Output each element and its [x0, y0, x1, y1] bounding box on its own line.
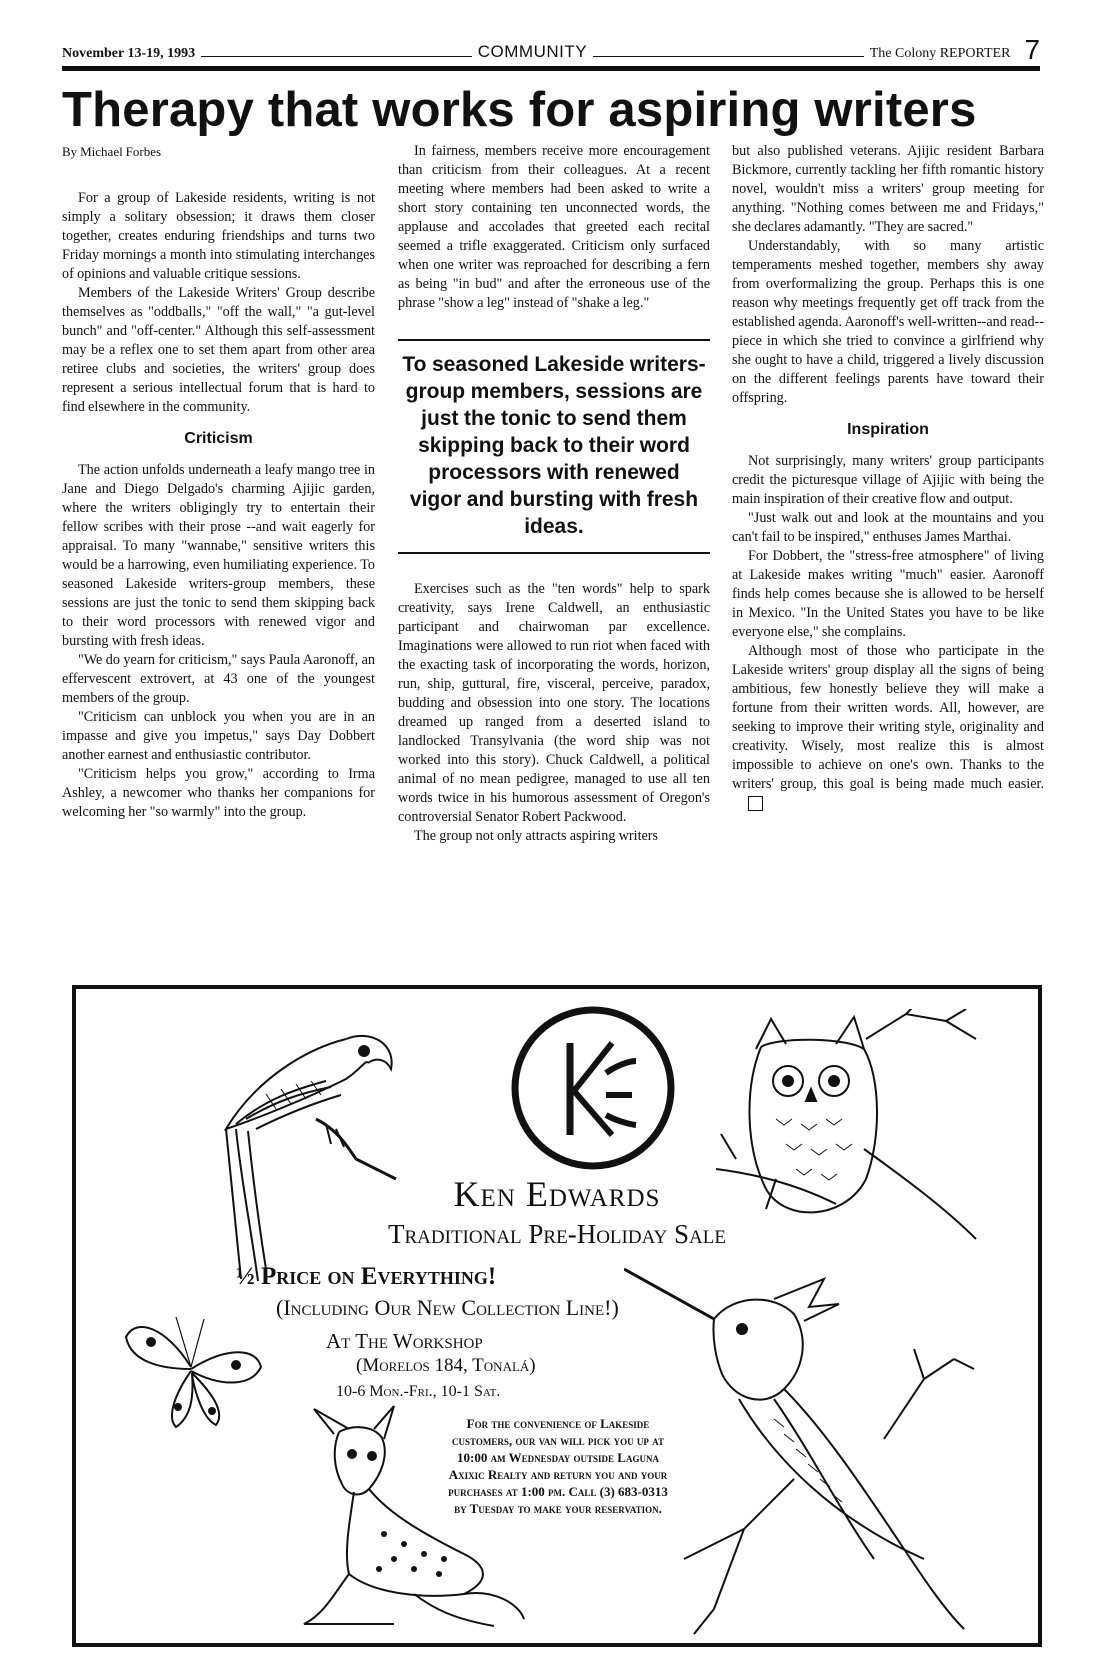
- bird-illustration: [624, 1259, 984, 1639]
- paragraph: In fairness, members receive more encouragement than criticism from their colleagues. At a recent meeting where members had been asked to write a short story containing ten unconnected words, the applause and accolades that greeted each recital seemed a trifle exaggerated. Criticism only surfaced when one writer was reproached for describing a fern as being "in bud" and after the erroneous use of the phrase "show a leg" instead of "shake a leg.": [398, 143, 710, 311]
- ad-location-address: (Morelos 184, Tonalá): [356, 1355, 536, 1376]
- subhead-inspiration: Inspiration: [847, 421, 929, 438]
- folio-rule: [593, 56, 864, 57]
- issue-date: November 13-19, 1993: [62, 46, 196, 61]
- paper-name: The Colony REPORTER: [869, 46, 1011, 61]
- folio-line: [62, 34, 1041, 65]
- paragraph: "We do yearn for criticism," says Paula Aaronoff, an effervescent extrovert, at 43 one of the youngest members of the group.: [62, 652, 375, 706]
- paragraph-text: Although most of those who participate in the Lakeside writers' group display all the signs of being ambitious, few honestly believe they will make a fortune from their written words. All, however, are seeking to improve their writing style, originality and creativity. Wisely, most realize this is almost impossible to achieve on one's own. Thanks to the writers' group, this goal is being made much easier.: [732, 643, 1044, 792]
- top-rule: [62, 66, 1040, 71]
- article-column-1: [62, 142, 375, 822]
- folio-rule: [201, 56, 472, 57]
- paragraph: Members of the Lakeside Writers' Group describe themselves as "oddballs," "off the wall," "a gut-level bunch" and "off-center." Although this self-assessment may be a reflex one to set them apart from other area retiree clubs and societies, the writers' group does represent a serious intellectual forum that is hard to find elsewhere in the community.: [62, 285, 375, 415]
- paragraph: The group not only attracts aspiring writers: [414, 828, 659, 844]
- paragraph: Exercises such as the "ten words" help to spark creativity, says Irene Caldwell, an enthusiastic participant and chairwoman par excellence. Imaginations were allowed to run riot when faced with the exacting task of incorporating the words, horizon, run, ship, guttural, fire, visceral, perceive, paradox, budding and obsession into one story. The locations dreamed up ranged from a deserted island to landlocked Transylvania (the word ship was not worked into this story). Chuck Caldwell, a political animal of no mean pedigree, managed to use all ten words twice in his humorous assessment of Oregon's controversial Senator Robert Packwood.: [398, 581, 710, 825]
- ad-hours: 10-6 Mon.-Fri., 10-1 Sat.: [336, 1383, 501, 1400]
- end-mark-icon: [748, 796, 763, 811]
- ken-edwards-advertisement: [72, 985, 1042, 1647]
- paragraph: [732, 642, 1044, 813]
- paragraph: For a group of Lakeside residents, writing is not simply a solitary obsession; it draws them closer together, creates enduring friendships and turns two Friday mornings a month into stimulating interchanges of opinions and valuable critique sessions.: [62, 190, 375, 282]
- ad-brand: Ken Edwards: [453, 1174, 661, 1214]
- ad-sale-title: Traditional Pre-Holiday Sale: [388, 1219, 726, 1249]
- article-column-3: [732, 142, 1044, 813]
- headline: Therapy that works for aspiring writers: [62, 83, 977, 137]
- ad-offer-sub: (Including Our New Collection Line!): [276, 1295, 619, 1320]
- paragraph: but also published veterans. Ajijic resident Barbara Bickmore, currently tackling her fifth romantic history novel, wouldn't miss a writers' group meeting for anything. "Nothing comes between me and Fridays," she declares adamantly. "They are sacred.": [732, 143, 1044, 235]
- ad-location-name: At The Workshop: [326, 1329, 483, 1353]
- paragraph: Not surprisingly, many writers' group participants credit the picturesque village of Ajijic with being the main inspiration of their creative flow and output.: [732, 453, 1044, 507]
- paragraph: "Just walk out and look at the mountains and you can't fail to be inspired," enthuses James Marthai.: [732, 510, 1044, 545]
- paragraph: "Criticism can unblock you when you are in an impasse and give you impetus," says Day Dobbert another earnest and enthusiastic contributor.: [62, 709, 375, 763]
- ad-van-notice: For the convenience of Lakeside customers, our van will pick you up at 10:00 am Wednesday outside Laguna Axixic Realty and return you and your purchases at 1:00 pm. Call (3) 683-0313 by Tuesday to make your reservation.: [448, 1416, 668, 1516]
- article-column-2: [398, 142, 710, 846]
- ke-logo: [508, 1003, 678, 1173]
- ad-offer: ½ Price on Everything!: [236, 1263, 497, 1290]
- paragraph: For Dobbert, the "stress-free atmosphere" of living at Lakeside makes writing "much" easier. Aaronoff finds help comes because she is allowed to be herself in Mexico. "In the United States you have to be like everyone else," she complains.: [732, 548, 1044, 640]
- paragraph: "Criticism helps you grow," according to Irma Ashley, a newcomer who thanks her companions for welcoming her "so warmly" into the group.: [62, 766, 375, 820]
- section-name: COMMUNITY: [477, 42, 588, 61]
- page-number: 7: [1024, 34, 1041, 65]
- byline: By Michael Forbes: [62, 144, 162, 159]
- subhead-criticism: Criticism: [184, 430, 253, 447]
- paragraph: The action unfolds underneath a leafy mango tree in Jane and Diego Delgado's charming Ajijic garden, where the writers obligingly try to entertain their fellow scribes with their prose --and wait eagerly for appraisal. To many "wannabe," sensitive writers this would be a harrowing, even humiliating experience. To seasoned Lakeside writers-group members, these sessions are just the tonic to send them skipping back to their word processors with renewed vigor and bursting with fresh ideas.: [62, 462, 375, 649]
- paragraph: Understandably, with so many artistic temperaments meshed together, members shy away from overformalizing the group. Perhaps this is one reason why meetings frequently get off track from the established agenda. Aaronoff's well-written--and read--piece in which she tried to convince a girlfriend why she ought to have a child, triggered a lively discussion on the different feelings parents have toward their offspring.: [732, 238, 1044, 406]
- pull-quote: To seasoned Lakeside writers-group members, sessions are just the tonic to send them skipping back to their word processors with renewed vigor and bursting with fresh ideas.: [398, 339, 710, 554]
- butterfly-illustration: [116, 1307, 266, 1437]
